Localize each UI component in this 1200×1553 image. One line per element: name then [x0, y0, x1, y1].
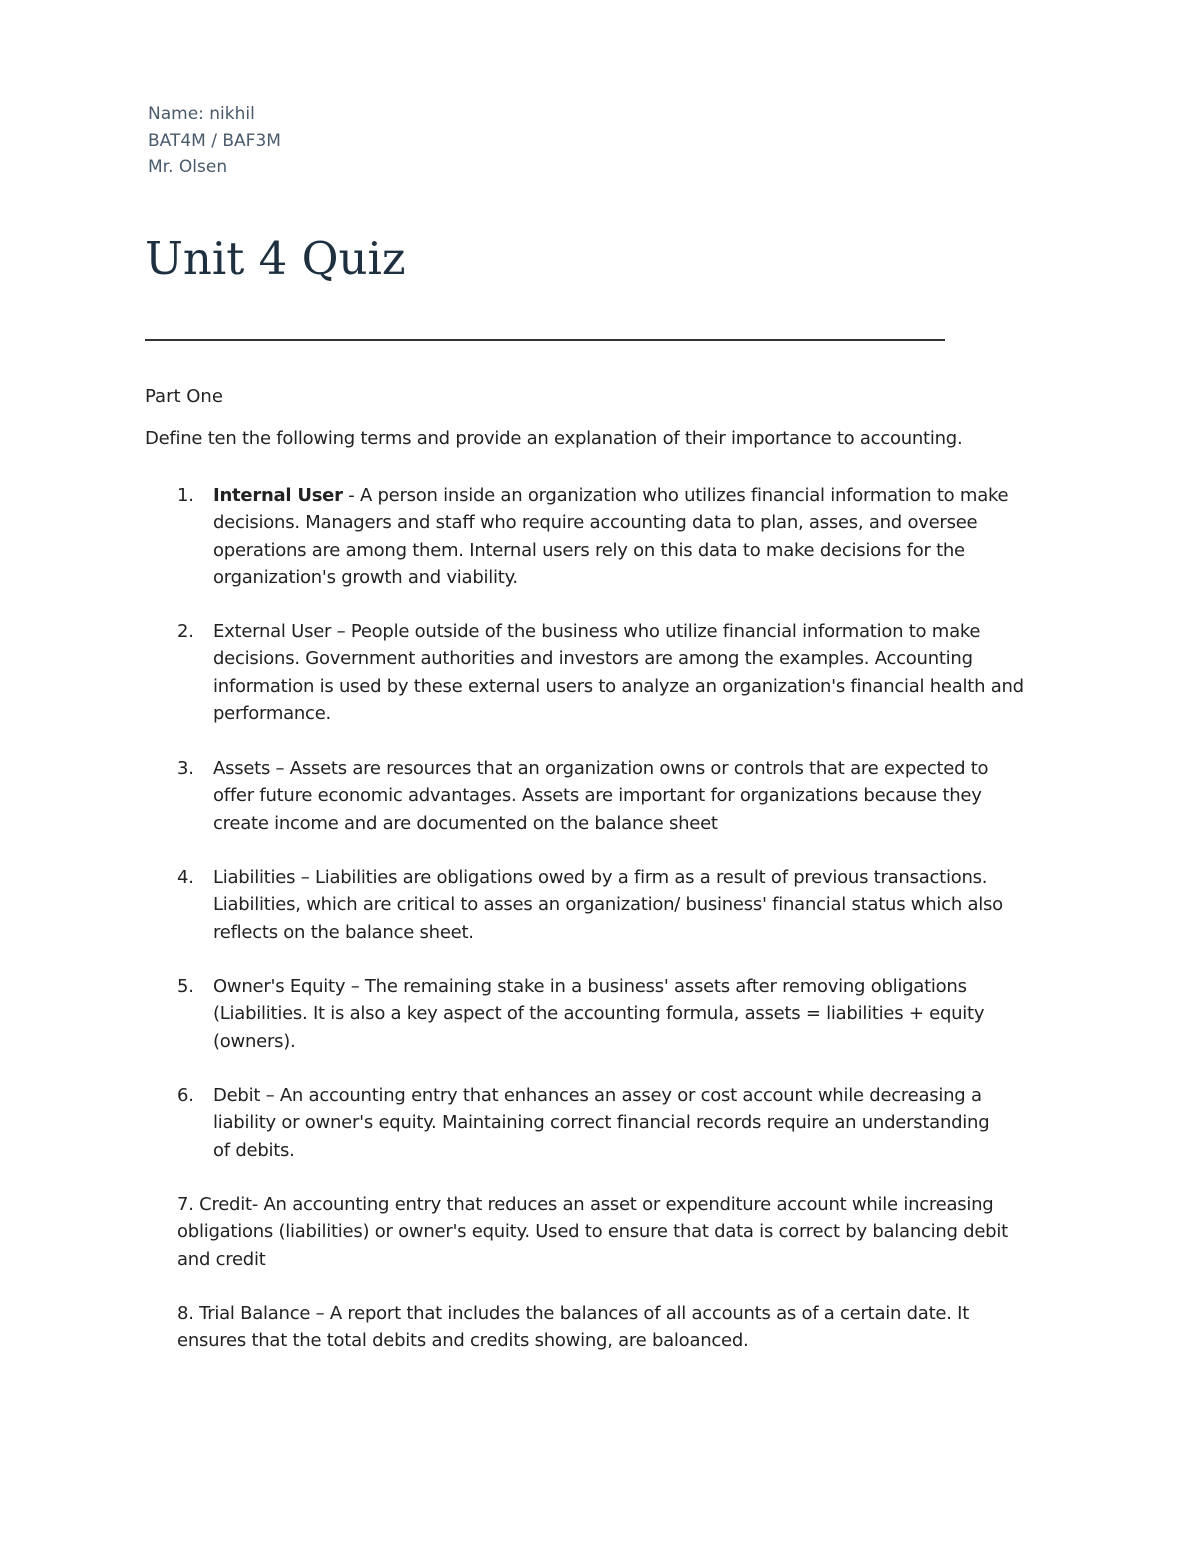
- item-line: operations are among them. Internal users rely on this data to make decisions for the: [213, 539, 965, 561]
- page-title: Unit 4 Quiz: [145, 232, 406, 285]
- item-body: [177, 1191, 1067, 1273]
- item-line: (Liabilities. It is also a key aspect of the accounting formula, assets = liabilities + equity: [213, 1003, 985, 1025]
- item-line: Liabilities – Liabilities are obligations owed by a firm as a result of previous transactions.: [213, 867, 988, 888]
- item-body: [213, 755, 1063, 837]
- item-line: External User – People outside of the business who utilize financial information to make: [213, 621, 981, 642]
- item-line: liability or owner's equity. Maintaining correct financial records require an understanding: [213, 1112, 990, 1134]
- item-body: [213, 1082, 1063, 1164]
- item-body: [177, 1300, 1067, 1355]
- item-line: performance.: [213, 702, 331, 724]
- item-line: [213, 482, 1063, 509]
- item-number: 2.: [177, 621, 194, 642]
- instructions: Define ten the following terms and provide an explanation of their importance to accounting.: [145, 428, 963, 449]
- item-number: 5.: [177, 976, 194, 997]
- item-line: offer future economic advantages. Assets are important for organizations because they: [213, 785, 982, 807]
- teacher-name: Mr. Olsen: [148, 157, 228, 177]
- part-heading: Part One: [145, 386, 223, 407]
- item-line: create income and are documented on the balance sheet: [213, 812, 718, 834]
- item-line: decisions. Managers and staff who require accounting data to plan, asses, and oversee: [213, 512, 978, 534]
- item-body: [213, 482, 1063, 591]
- item-number: 6.: [177, 1085, 194, 1106]
- item-line: ensures that the total debits and credits showing, are baloanced.: [177, 1330, 749, 1352]
- course-code: BAT4M / BAF3M: [148, 131, 281, 151]
- item-number: 4.: [177, 867, 194, 888]
- title-divider: [145, 339, 945, 341]
- item-line: organization's growth and viability.: [213, 566, 518, 588]
- item-line: reflects on the balance sheet.: [213, 921, 474, 943]
- item-line: Owner's Equity – The remaining stake in a business' assets after removing obligations: [213, 976, 967, 997]
- item-line: Debit – An accounting entry that enhances an assey or cost account while decreasing a: [213, 1085, 982, 1106]
- item-body: [213, 973, 1063, 1055]
- item-body: [213, 618, 1063, 727]
- item-line: 7. Credit- An accounting entry that reduces an asset or expenditure account while increasing: [177, 1194, 994, 1215]
- student-name: Name: nikhil: [148, 104, 255, 124]
- item-line: information is used by these external users to analyze an organization's financial health and: [213, 675, 1024, 697]
- item-line: 8. Trial Balance – A report that includes the balances of all accounts as of a certain date. It: [177, 1303, 970, 1324]
- item-number: 1.: [177, 485, 194, 506]
- item-line: obligations (liabilities) or owner's equity. Used to ensure that data is correct by balancing debit: [177, 1221, 1008, 1243]
- item-line: (owners).: [213, 1030, 296, 1052]
- item-line: of debits.: [213, 1139, 295, 1161]
- item-line: decisions. Government authorities and investors are among the examples. Accounting: [213, 648, 973, 670]
- item-number: 3.: [177, 758, 194, 779]
- item-text: - A person inside an organization who utilizes financial information to make: [342, 485, 1009, 506]
- item-line: Assets – Assets are resources that an organization owns or controls that are expected to: [213, 758, 989, 779]
- item-body: [213, 864, 1063, 946]
- item-term: Internal User: [213, 485, 343, 506]
- item-line: and credit: [177, 1248, 266, 1270]
- item-line: Liabilities, which are critical to asses an organization/ business' financial status which also: [213, 894, 1003, 916]
